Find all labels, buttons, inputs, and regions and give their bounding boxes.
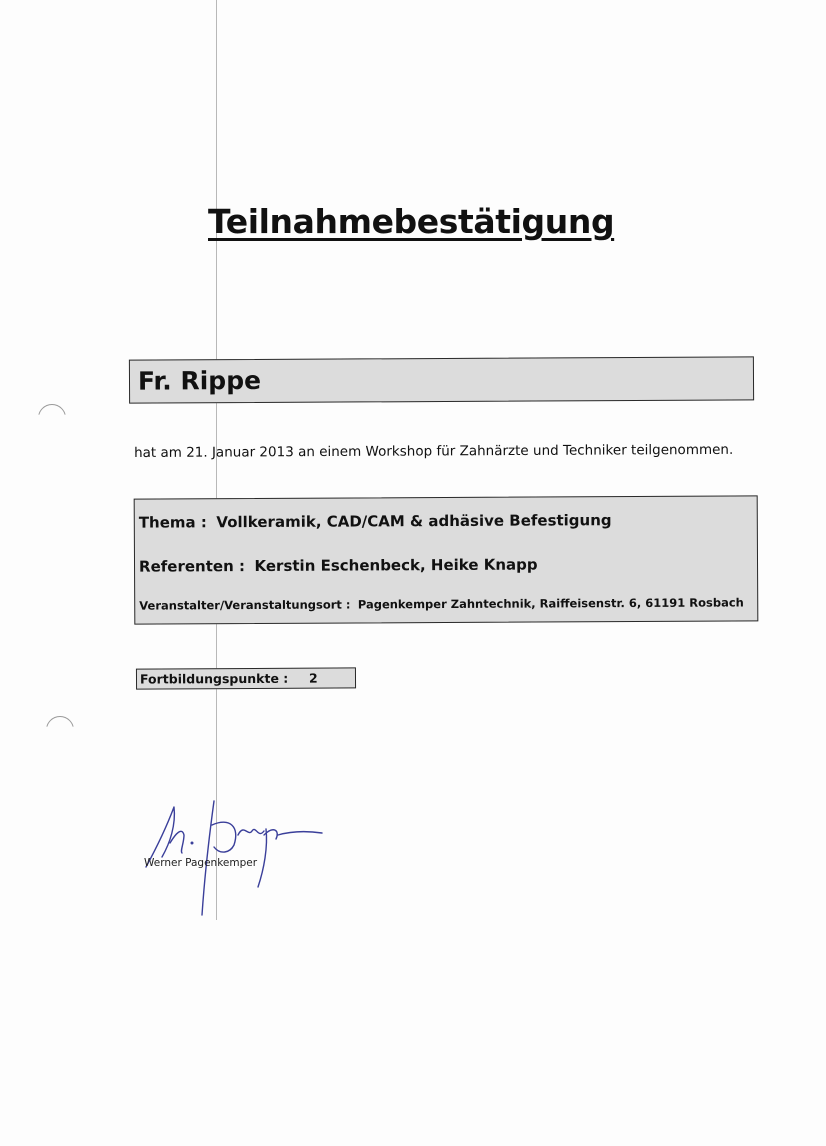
punch-hole-mark <box>46 716 74 744</box>
speakers-value: Kerstin Eschenbeck, Heike Knapp <box>254 555 538 576</box>
venue-label: Veranstalter/Veranstaltungsort : <box>139 597 351 613</box>
participant-name: Fr. Rippe <box>137 365 262 396</box>
signer-name: Werner Pagenkemper <box>144 857 258 869</box>
theme-label: Thema : <box>138 513 207 532</box>
intro-text: hat am 21. Januar 2013 an einem Workshop für Zahnärzte und Techniker teilgenommen. <box>134 441 734 461</box>
theme-value: Vollkeramik, CAD/CAM & adhäsive Befestigung <box>216 511 612 532</box>
venue-row <box>139 595 744 612</box>
theme-row <box>139 511 612 531</box>
venue-value: Pagenkemper Zahntechnik, Raiffeisenstr. 6, 61191 Rosbach <box>357 595 744 612</box>
participant-box <box>129 356 754 403</box>
event-info-box <box>134 495 759 624</box>
punch-hole-mark <box>38 404 66 432</box>
document-title: Teilnahmebestätigung <box>208 202 615 241</box>
points-label: Fortbildungspunkte : <box>139 670 289 687</box>
speakers-label: Referenten : <box>138 557 245 576</box>
points-value: 2 <box>308 670 318 686</box>
speakers-row <box>139 556 538 576</box>
cme-points-box <box>136 667 356 689</box>
